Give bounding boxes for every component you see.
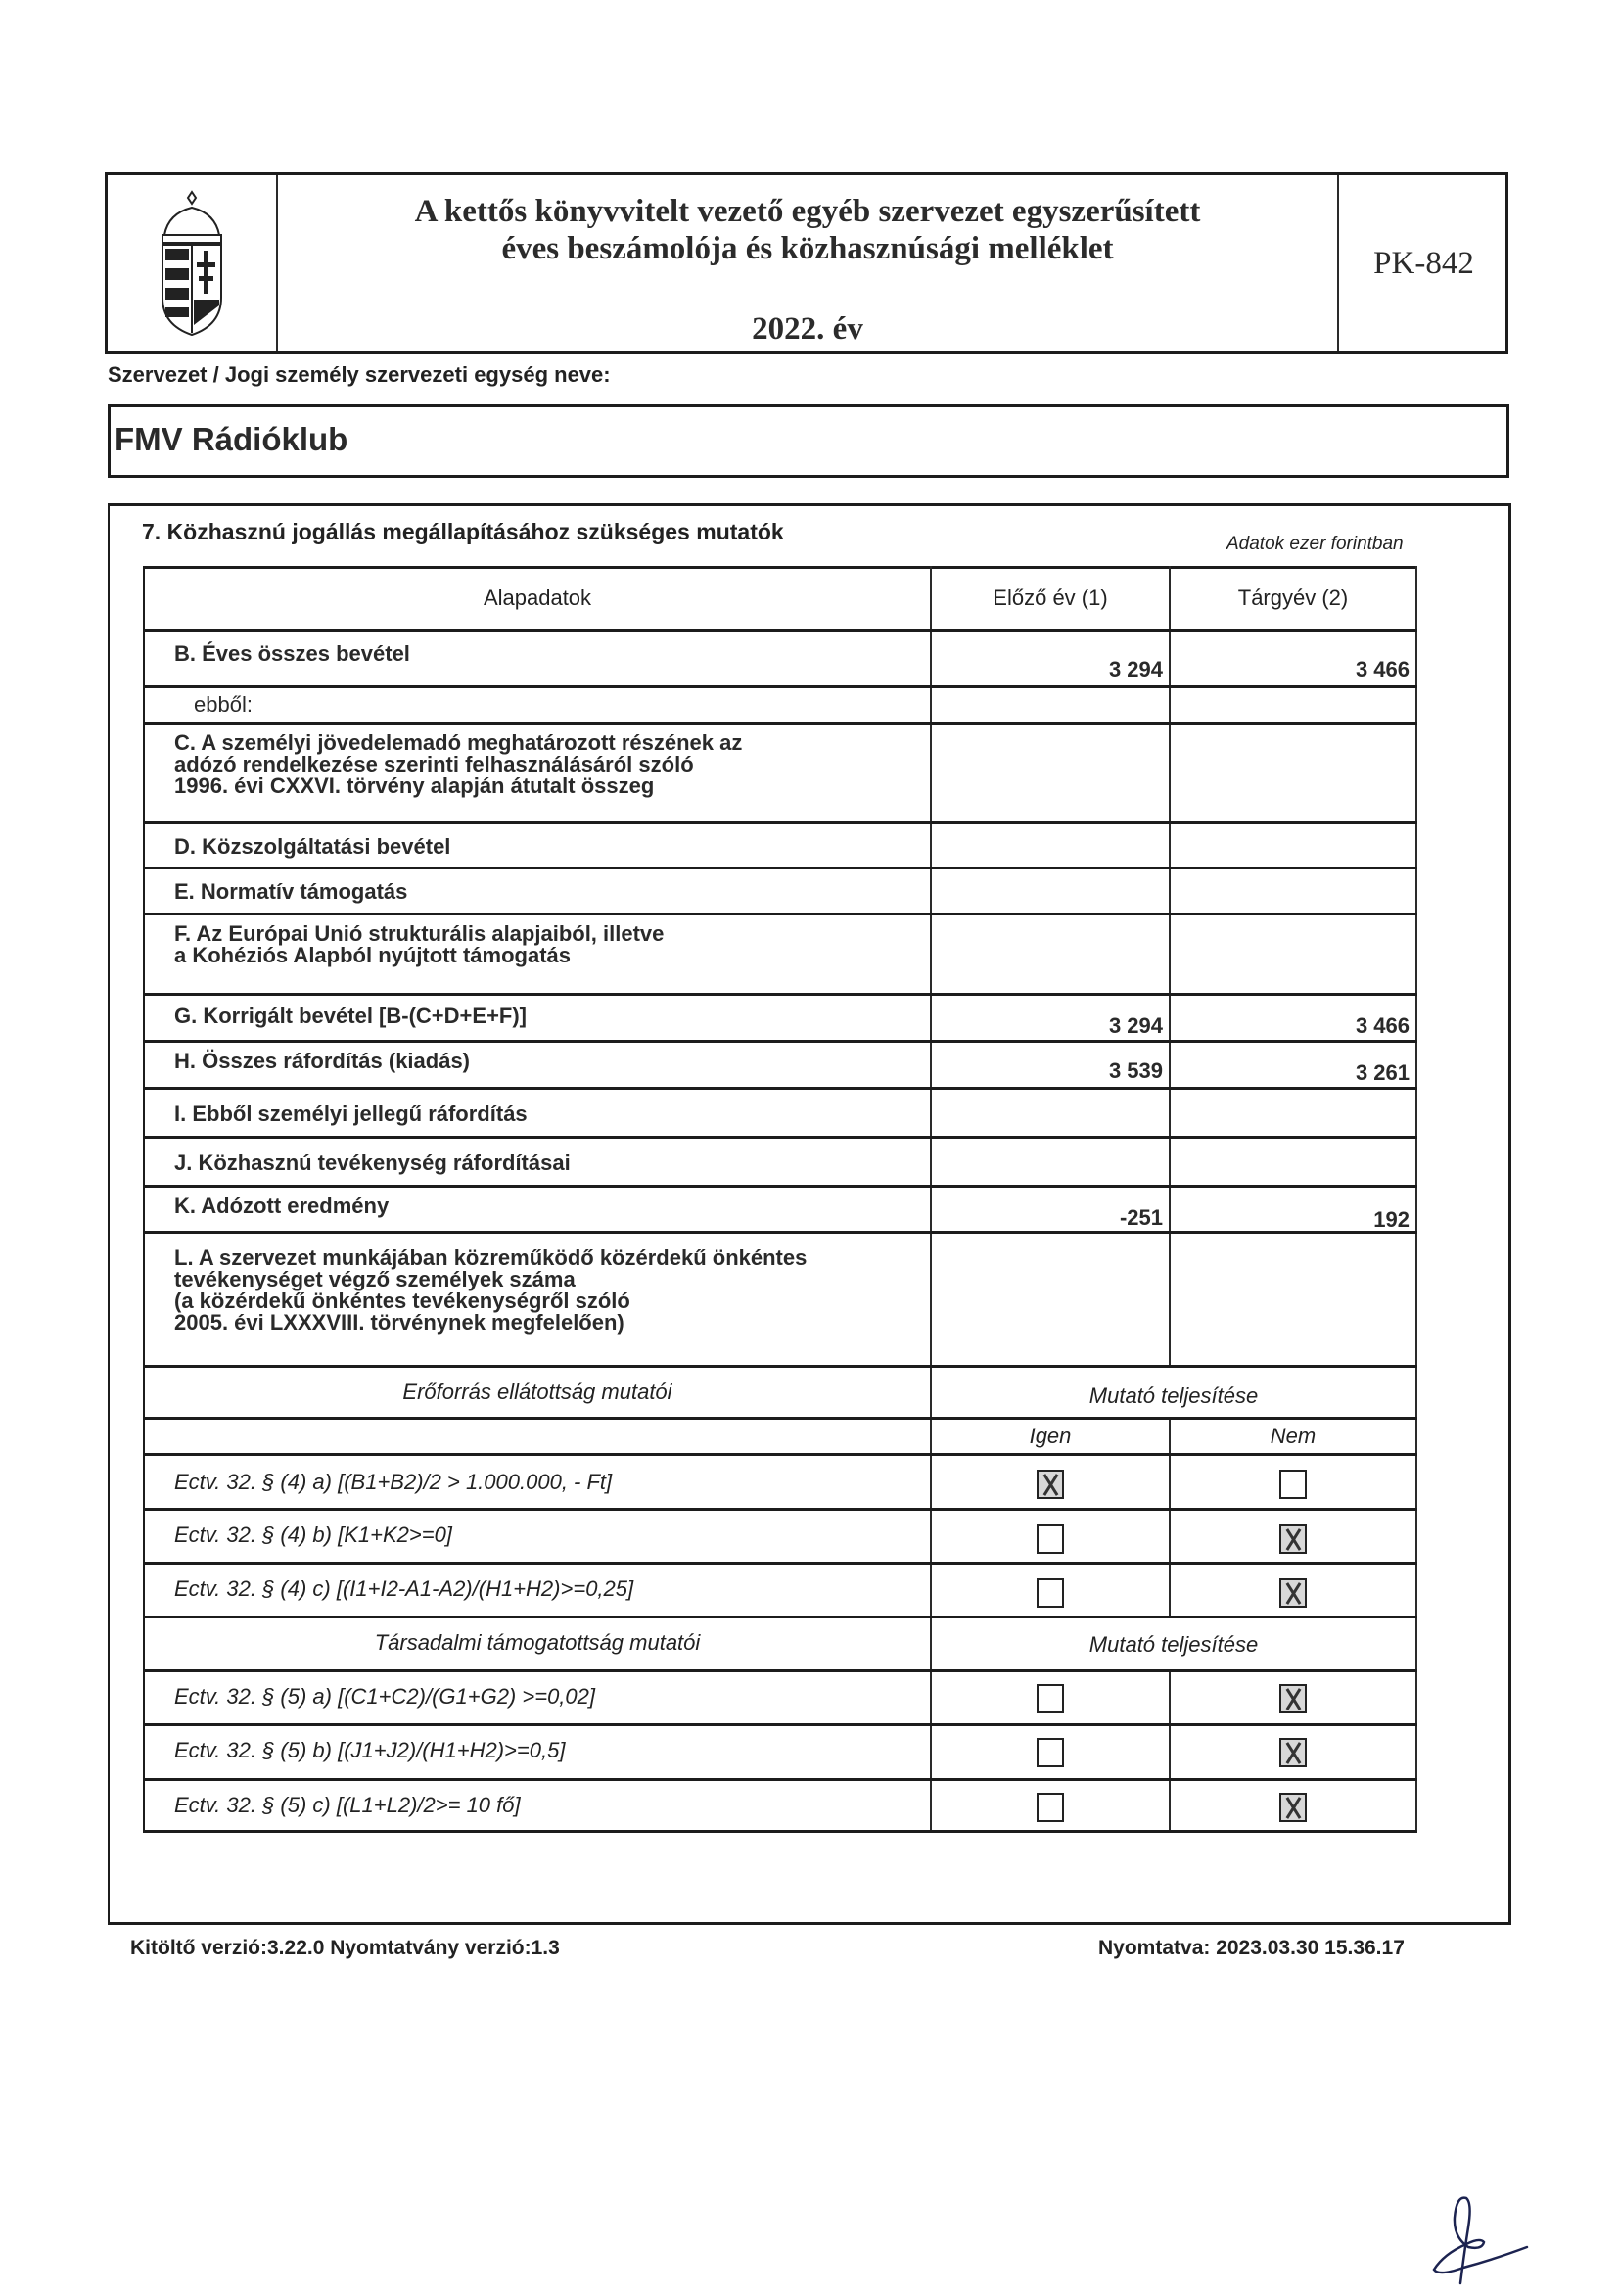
print-timestamp: Nyomtatva: 2023.03.30 15.36.17 xyxy=(1098,1937,1405,1959)
table-row-e xyxy=(143,869,1417,915)
criterion-row-5c xyxy=(143,1781,1417,1833)
no-checkbox-checked[interactable] xyxy=(1279,1793,1307,1822)
no-column-header: Nem xyxy=(1270,1424,1317,1448)
prev-year-value: 3 294 xyxy=(1108,657,1163,681)
yes-checkbox[interactable] xyxy=(1037,1684,1064,1713)
criterion-text: Ectv. 32. § (4) b) [K1+K2>=0] xyxy=(174,1523,452,1547)
column-header-prev-year: Előző év (1) xyxy=(993,586,1108,610)
coat-of-arms-cell xyxy=(108,175,278,351)
row-label-line: C. A személyi jövedelemadó meghatározott részének az xyxy=(174,730,743,755)
criterion-row-4a xyxy=(143,1456,1417,1511)
table-row-b xyxy=(143,632,1417,688)
table-row-c xyxy=(143,725,1417,824)
prev-year-value: -251 xyxy=(1119,1205,1163,1230)
no-checkbox-checked[interactable] xyxy=(1279,1578,1307,1608)
column-header-alapadatok: Alapadatok xyxy=(483,586,592,610)
section-title: 7. Közhasznú jogállás megállapításához szükséges mutatók xyxy=(142,519,784,544)
version-info: Kitöltő verzió:3.22.0 Nyomtatvány verzió:1.3 xyxy=(130,1937,560,1959)
yes-checkbox[interactable] xyxy=(1037,1578,1064,1608)
organization-label: Szervezet / Jogi személy szervezeti egység neve: xyxy=(108,362,611,387)
no-checkbox-checked[interactable] xyxy=(1279,1738,1307,1767)
form-header xyxy=(105,172,1508,354)
yes-column-header: Igen xyxy=(1029,1424,1072,1448)
row-label: B. Éves összes bevétel xyxy=(174,641,410,666)
table-row-g xyxy=(143,996,1417,1043)
row-label-line: (a közérdekű önkéntes tevékenységről szóló xyxy=(174,1289,630,1313)
row-label-line: F. Az Európai Unió strukturális alapjaiból, illetve xyxy=(174,921,665,946)
table-row-ebbol xyxy=(143,688,1417,725)
row-label-line: tevékenységet végző személyek száma xyxy=(174,1267,576,1291)
title-line-2: éves beszámolója és közhasznúsági melléklet xyxy=(501,231,1114,266)
criterion-text: Ectv. 32. § (5) b) [(J1+J2)/(H1+H2)>=0,5] xyxy=(174,1738,566,1762)
row-label-line: 1996. évi CXXVI. törvény alapján átutalt összeg xyxy=(174,773,655,798)
current-year-value: 3 261 xyxy=(1355,1060,1410,1085)
row-label: D. Közszolgáltatási bevétel xyxy=(174,834,451,859)
no-checkbox-checked[interactable] xyxy=(1279,1684,1307,1713)
hungarian-coat-of-arms-icon xyxy=(153,190,231,337)
yes-no-header-row xyxy=(143,1420,1417,1456)
resource-indicators-heading: Erőforrás ellátottság mutatói xyxy=(402,1380,672,1404)
prev-year-value: 3 539 xyxy=(1108,1058,1163,1083)
signature xyxy=(1400,2183,1556,2296)
yes-checkbox-checked[interactable] xyxy=(1037,1470,1064,1499)
column-header-current-year: Tárgyév (2) xyxy=(1237,586,1349,610)
fulfilment-heading: Mutató teljesítése xyxy=(1088,1632,1259,1657)
criterion-row-4c xyxy=(143,1565,1417,1618)
current-year-value: 3 466 xyxy=(1355,657,1410,681)
table-row-k xyxy=(143,1188,1417,1234)
yes-checkbox[interactable] xyxy=(1037,1738,1064,1767)
no-checkbox[interactable] xyxy=(1279,1470,1307,1499)
form-title xyxy=(278,175,1339,351)
row-label: G. Korrigált bevétel [B-(C+D+E+F)] xyxy=(174,1004,528,1028)
table-row-j xyxy=(143,1139,1417,1188)
row-label-line: 2005. évi LXXXVIII. törvénynek megfelelően) xyxy=(174,1310,624,1335)
row-label-line: L. A szervezet munkájában közreműködő közérdekű önkéntes xyxy=(174,1245,808,1270)
unit-note: Adatok ezer forintban xyxy=(1226,534,1404,554)
criterion-row-5a xyxy=(143,1672,1417,1726)
criterion-text: Ectv. 32. § (4) c) [(I1+I2-A1-A2)/(H1+H2)>=0,25] xyxy=(174,1576,634,1601)
row-label: I. Ebből személyi jellegű ráfordítás xyxy=(174,1101,528,1126)
fulfilment-heading: Mutató teljesítése xyxy=(1088,1383,1259,1408)
criterion-row-5b xyxy=(143,1726,1417,1781)
social-indicators-heading-row xyxy=(143,1618,1417,1672)
resource-indicators-heading-row xyxy=(143,1368,1417,1420)
current-year-value: 192 xyxy=(1373,1207,1410,1232)
criterion-text: Ectv. 32. § (4) a) [(B1+B2)/2 > 1.000.000, - Ft] xyxy=(174,1470,613,1494)
yes-checkbox[interactable] xyxy=(1037,1524,1064,1554)
table-header-row xyxy=(143,566,1417,632)
prev-year-value: 3 294 xyxy=(1108,1013,1163,1038)
table-row-d xyxy=(143,824,1417,869)
criterion-row-4b xyxy=(143,1511,1417,1565)
table-row-h xyxy=(143,1043,1417,1090)
row-label-line: adózó rendelkezése szerinti felhasználásáról szóló xyxy=(174,752,694,776)
organization-name-field xyxy=(108,404,1509,478)
report-year: 2022. év xyxy=(752,311,863,347)
criterion-text: Ectv. 32. § (5) a) [(C1+C2)/(G1+G2) >=0,02] xyxy=(174,1684,595,1709)
handwritten-signature-icon xyxy=(1400,2183,1556,2291)
yes-checkbox[interactable] xyxy=(1037,1793,1064,1822)
organization-name: FMV Rádióklub xyxy=(115,421,348,457)
row-label: ebből: xyxy=(194,692,253,717)
criterion-text: Ectv. 32. § (5) c) [(L1+L2)/2>= 10 fő] xyxy=(174,1793,521,1817)
form-code: PK-842 xyxy=(1373,245,1474,281)
row-label: J. Közhasznú tevékenység ráfordításai xyxy=(174,1150,571,1175)
table-row-f xyxy=(143,915,1417,996)
table-row-l xyxy=(143,1234,1417,1368)
title-line-1: A kettős könyvvitelt vezető egyéb szervezet egyszerűsített xyxy=(414,194,1201,229)
current-year-value: 3 466 xyxy=(1355,1013,1410,1038)
row-label: H. Összes ráfordítás (kiadás) xyxy=(174,1049,471,1073)
row-label-line: a Kohéziós Alapból nyújtott támogatás xyxy=(174,943,571,967)
table-row-i xyxy=(143,1090,1417,1139)
no-checkbox-checked[interactable] xyxy=(1279,1524,1307,1554)
social-indicators-heading: Társadalmi támogatottság mutatói xyxy=(374,1630,701,1655)
row-label: K. Adózott eredmény xyxy=(174,1194,390,1218)
row-label: E. Normatív támogatás xyxy=(174,879,408,904)
